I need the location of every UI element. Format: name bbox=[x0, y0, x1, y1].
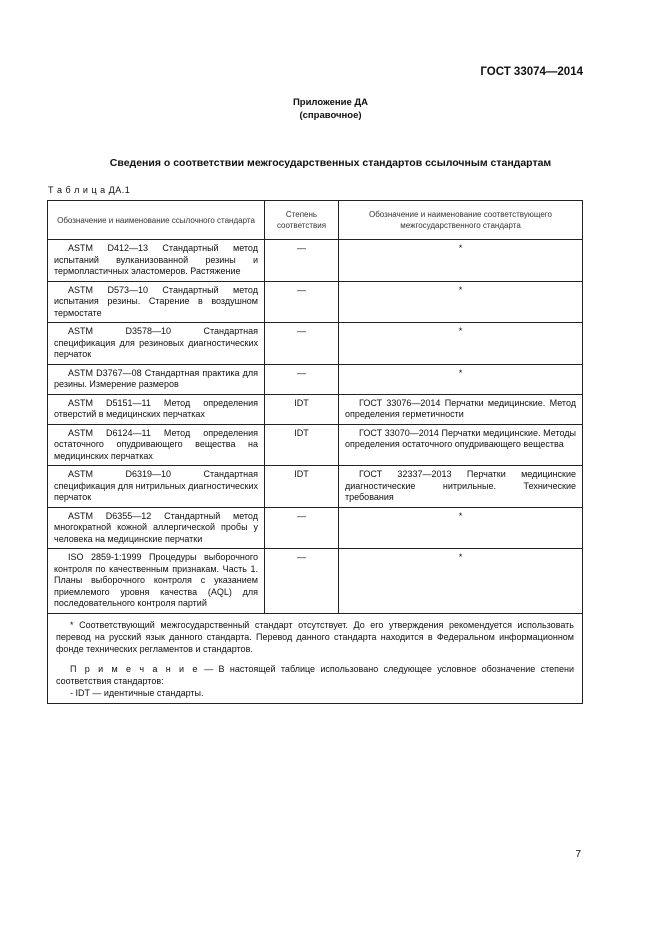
interstate-standard-cell: * bbox=[339, 281, 583, 323]
interstate-standard-cell: ГОСТ 32337—2013 Перчатки медицинские диагностические нитрильные. Технические требования bbox=[339, 466, 583, 508]
reference-standard-cell: ISO 2859-1:1999 Процедуры выборочного контроля по качественным признакам. Часть 1. Планы выборочного контроля с указанием приемлемого уровня качества (AQL) для последовательного контроля партий bbox=[48, 549, 265, 614]
table-row bbox=[48, 364, 583, 394]
interstate-standard-cell: * bbox=[339, 507, 583, 549]
reference-standard-cell: ASTM D573—10 Стандартный метод испытания резины. Старение в воздушном термостате bbox=[48, 281, 265, 323]
note-text: — В настоящей таблице использовано следующее условное обозначение степени соответствия стандартов: bbox=[56, 663, 574, 686]
table-row bbox=[48, 507, 583, 549]
note-label: П р и м е ч а н и е bbox=[70, 663, 199, 674]
reference-standard-cell: ASTM D412—13 Стандартный метод испытаний вулканизованной резины и термопластичных эластомеров. Растяжение bbox=[48, 240, 265, 282]
interstate-standard-cell: * bbox=[339, 364, 583, 394]
annex-subtitle: (справочное) bbox=[299, 110, 362, 121]
degree-cell: — bbox=[265, 364, 339, 394]
page-number: 7 bbox=[575, 849, 581, 860]
table-header-row bbox=[48, 201, 583, 240]
degree-cell: IDT bbox=[265, 466, 339, 508]
document-code: ГОСТ 33074—2014 bbox=[480, 66, 583, 78]
degree-cell: — bbox=[265, 240, 339, 282]
correspondence-table bbox=[47, 200, 583, 704]
reference-standard-cell: ASTM D5151—11 Метод определения отверстий в медицинских перчатках bbox=[48, 394, 265, 424]
interstate-standard-cell: * bbox=[339, 240, 583, 282]
table-note bbox=[56, 663, 574, 687]
degree-cell: IDT bbox=[265, 424, 339, 466]
table-row bbox=[48, 466, 583, 508]
annex-heading bbox=[0, 96, 661, 122]
interstate-standard-cell: ГОСТ 33076—2014 Перчатки медицинские. Метод определения герметичности bbox=[339, 394, 583, 424]
reference-standard-cell: ASTM D6355—12 Стандартный метод многократной кожной аллергической пробы у человека на медицинские перчатки bbox=[48, 507, 265, 549]
table-caption: Т а б л и ц а ДА.1 bbox=[48, 185, 131, 195]
annex-title: Приложение ДА bbox=[292, 97, 369, 108]
degree-cell: — bbox=[265, 323, 339, 365]
column-header-interstate: Обозначение и наименование соответствующего межгосударственного стандарта bbox=[339, 201, 583, 240]
note-item: - IDT — идентичные стандарты. bbox=[70, 687, 204, 698]
table-row bbox=[48, 281, 583, 323]
table-notes bbox=[48, 613, 583, 703]
table-row bbox=[48, 394, 583, 424]
degree-cell: IDT bbox=[265, 394, 339, 424]
interstate-standard-cell: * bbox=[339, 323, 583, 365]
degree-cell: — bbox=[265, 281, 339, 323]
section-title: Сведения о соответствии межгосударственных стандартов ссылочным стандартам bbox=[109, 157, 552, 169]
table-row bbox=[48, 424, 583, 466]
interstate-standard-cell: ГОСТ 33070—2014 Перчатки медицинские. Методы определения остаточного опудривающего вещества bbox=[339, 424, 583, 466]
column-header-degree: Степень соответствия bbox=[265, 201, 339, 240]
interstate-standard-cell: * bbox=[339, 549, 583, 614]
table-row bbox=[48, 323, 583, 365]
table-footnote: * Соответствующий межгосударственный стандарт отсутствует. До его утверждения рекомендуется использовать перевод на русский язык данного стандарта. Перевод данного стандарта находится в Федеральном информационном фонде технических регламентов и стандартов. bbox=[56, 619, 574, 654]
table-row bbox=[48, 240, 583, 282]
degree-cell: — bbox=[265, 507, 339, 549]
reference-standard-cell: ASTM D3578—10 Стандартная спецификация для резиновых диагностических перчаток bbox=[48, 323, 265, 365]
reference-standard-cell: ASTM D3767—08 Стандартная практика для резины. Измерение размеров bbox=[48, 364, 265, 394]
degree-cell: — bbox=[265, 549, 339, 614]
column-header-reference: Обозначение и наименование ссылочного стандарта bbox=[48, 201, 265, 240]
table-footer-row bbox=[48, 613, 583, 703]
table-row bbox=[48, 549, 583, 614]
reference-standard-cell: ASTM D6319—10 Стандартная спецификация для нитрильных диагностических перчаток bbox=[48, 466, 265, 508]
reference-standard-cell: ASTM D6124—11 Метод определения остаточного опудривающего вещества на медицинских перчатках bbox=[48, 424, 265, 466]
